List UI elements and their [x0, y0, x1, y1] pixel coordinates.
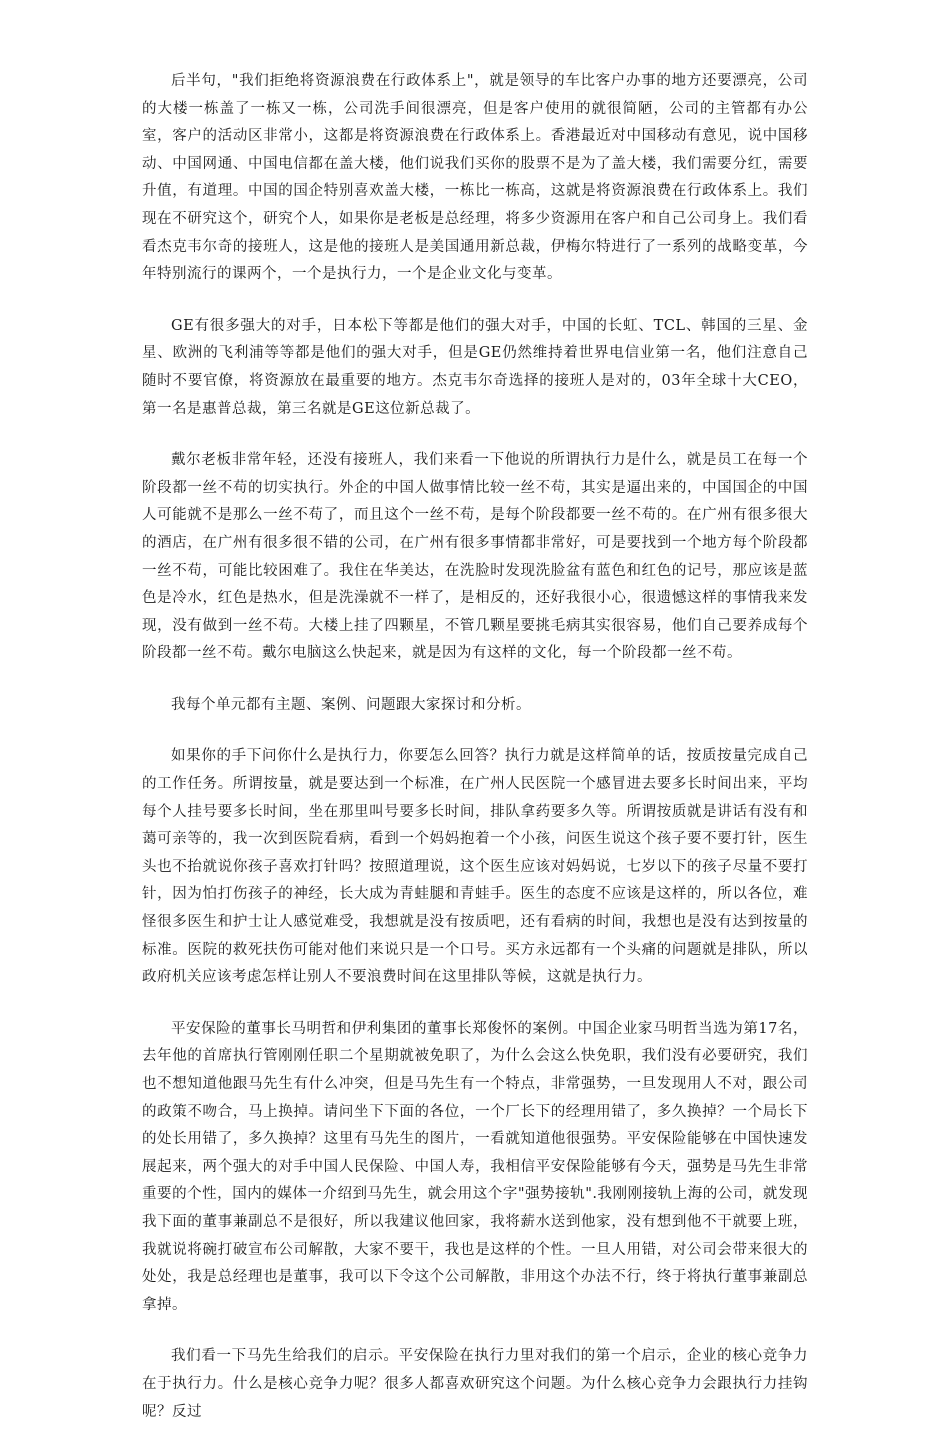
document-body — [142, 68, 808, 1450]
paragraph-7: 我们看一下马先生给我们的启示。平安保险在执行力里对我们的第一个启示，企业的核心竞争力在于执行力。什么是核心竞争力呢？很多人都喜欢研究这个问题。为什么核心竞争力会跟执行力挂钩呢？反过 — [142, 1348, 808, 1420]
paragraph-6: 平安保险的董事长马明哲和伊利集团的董事长郑俊怀的案例。中国企业家马明哲当选为第17名，去年他的首席执行管刚刚任职二个星期就被免职了，为什么会这么快免职，我们没有必要研究，我们也不想知道他跟马先生有什么冲突，但是马先生有一个特点，非常强势，一旦发现用人不对，跟公司的政策不吻合，马上换掉。请问坐下下面的各位，一个厂长下的经理用错了，多久换掉？一个局长下的处长用错了，多久换掉？这里有马先生的图片，一看就知道他很强势。平安保险能够在中国快速发展起来，两个强大的对手中国人民保险、中国人寿，我相信平安保险能够有今天，强势是马先生非常重要的个性，国内的媒体一介绍到马先生，就会用这个字"强势接轨".我刚刚接轨上海的公司，就发现我下面的董事兼副总不是很好，所以我建议他回家，我将薪水送到他家，没有想到他不干就要上班，我就说将碗打破宣布公司解散，大家不要干，我也是这样的个性。一旦人用错，对公司会带来很大的处处，我是总经理也是董事，我可以下令这个公司解散，非用这个办法不行，终于将执行董事兼副总拿掉。 — [142, 1020, 808, 1313]
paragraph-3: 戴尔老板非常年轻，还没有接班人，我们来看一下他说的所谓执行力是什么，就是员工在每一个阶段都一丝不苟的切实执行。外企的中国人做事情比较一丝不苟，其实是逼出来的，中国国企的中国人可能就不是那么一丝不苟了，而且这个一丝不苟，是每个阶段都要一丝不苟的。在广州有很多很大的酒店，在广州有很多很不错的公司，在广州有很多事情都非常好，可是要找到一个地方每个阶段都一丝不苟，可能比较困难了。我住在华美达，在洗脸时发现洗脸盆有蓝色和红色的记号，那应该是蓝色是冷水，红色是热水，但是洗澡就不一样了，是相反的，还好我很小心，很遗憾这样的事情我来发现，没有做到一丝不苟。大楼上挂了四颗星，不管几颗星要挑毛病其实很容易，他们自己要养成每个阶段都一丝不苟。戴尔电脑这么快起来，就是因为有这样的文化，每一个阶段都一丝不苟。 — [142, 452, 808, 662]
paragraph-5: 如果你的手下问你什么是执行力，你要怎么回答？执行力就是这样简单的话，按质按量完成自己的工作任务。所谓按量，就是要达到一个标准，在广州人民医院一个感冒进去要多长时间出来，平均每个人挂号要多长时间，坐在那里叫号要多长时间，排队拿药要多久等。所谓按质就是讲话有没有和蔼可亲等的，我一次到医院看病，看到一个妈妈抱着一个小孩，问医生说这个孩子要不要打针，医生头也不抬就说你孩子喜欢打针吗？按照道理说，这个医生应该对妈妈说，七岁以下的孩子尽量不要打针，因为怕打伤孩子的神经，长大成为青蛙腿和青蛙手。医生的态度不应该是这样的，所以各位，难怪很多医生和护士让人感觉难受，我想就是没有按质吧，还有看病的时间，我想也是没有达到按量的标准。医院的救死扶伤可能对他们来说只是一个口号。买方永远都有一个头痛的问题就是排队，所以政府机关应该考虑怎样让别人不要浪费时间在这里排队等候，这就是执行力。 — [142, 748, 808, 986]
paragraph-4: 我每个单元都有主题、案例、问题跟大家探讨和分析。 — [171, 696, 531, 713]
paragraph-2: GE有很多强大的对手，日本松下等都是他们的强大对手，中国的长虹、TCL、韩国的三星、金星、欧洲的飞利浦等等都是他们的强大对手，但是GE仍然维持着世界电信业第一名，他们注意自己随时不要官僚，将资源放在最重要的地方。杰克韦尔奇选择的接班人是对的，03年全球十大CEO，第一名是惠普总裁，第三名就是GE这位新总裁了。 — [142, 317, 808, 417]
paragraph-1: 后半句，"我们拒绝将资源浪费在行政体系上"，就是领导的车比客户办事的地方还要漂亮，公司的大楼一栋盖了一栋又一栋，公司洗手间很漂亮，但是客户使用的就很简陋，公司的主管都有办公室，客户的活动区非常小，这都是将资源浪费在行政体系上。香港最近对中国移动有意见，说中国移动、中国网通、中国电信都在盖大楼，他们说我们买你的股票不是为了盖大楼，我们需要分红，需要升值，有道理。中国的国企特别喜欢盖大楼，一栋比一栋高，这就是将资源浪费在行政体系上。我们现在不研究这个，研究个人，如果你是老板是总经理，将多少资源用在客户和自己公司身上。我们看看杰克韦尔奇的接班人，这是他的接班人是美国通用新总裁，伊梅尔特进行了一系列的战略变革，今年特别流行的课两个，一个是执行力，一个是企业文化与变革。 — [142, 73, 808, 283]
